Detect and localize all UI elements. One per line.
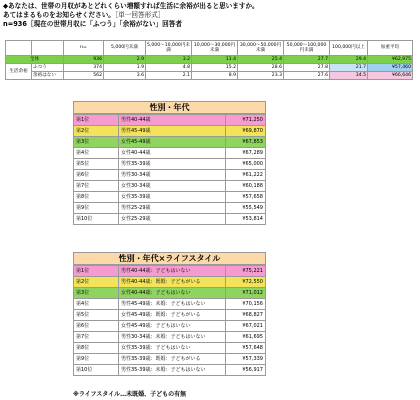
ranking-row (74, 299, 266, 310)
rank-label: 男性45-49歳 (119, 126, 226, 137)
ranking-row (74, 192, 266, 203)
rank-label: 女性30-34歳 (119, 181, 226, 192)
row-label: 余裕はない (32, 72, 64, 80)
cell-value: 3.6 (104, 72, 146, 80)
rank-label: 男性40-44歳：子どもはいない (119, 266, 226, 277)
column-header: n= (64, 41, 104, 56)
cell-value: 4.8 (146, 64, 192, 72)
cell-value: 15.2 (192, 64, 238, 72)
instruction-text: あてはまるものをお知らせください。 (3, 11, 115, 19)
rank-number: 第4位 (74, 299, 119, 310)
summary-row-normal (6, 64, 413, 72)
rank-number: 第10位 (74, 214, 119, 225)
rank-value: ¥61,695 (226, 332, 266, 343)
ranking-row (74, 181, 266, 192)
ranking-row (74, 365, 266, 376)
rank-value: ¥67,289 (226, 148, 266, 159)
rank-value: ¥67,853 (226, 137, 266, 148)
cell-n: 562 (64, 72, 104, 80)
rank-value: ¥57,658 (226, 192, 266, 203)
rank-number: 第4位 (74, 148, 119, 159)
rank-label: 女性45-49歳：子どもはいない (119, 321, 226, 332)
cell-value: 2.9 (104, 56, 146, 64)
rank-value: ¥70,156 (226, 299, 266, 310)
header-blank (6, 41, 32, 56)
ranking-row (74, 343, 266, 354)
ranking2-title: 性別・年代×ライフスタイル (73, 252, 266, 265)
rank-value: ¥61,222 (226, 170, 266, 181)
rank-value: ¥55,549 (226, 203, 266, 214)
ranking-row (74, 266, 266, 277)
summary-header-row (6, 41, 413, 56)
cell-n: 374 (64, 64, 104, 72)
rank-value: ¥60,188 (226, 181, 266, 192)
ranking-row (74, 115, 266, 126)
rank-number: 第10位 (74, 365, 119, 376)
cell-value: 21.7 (330, 64, 368, 72)
rank-value: ¥65,000 (226, 159, 266, 170)
cell-value: 25.4 (238, 56, 284, 64)
cell-n: 936 (64, 56, 104, 64)
rank-number: 第5位 (74, 310, 119, 321)
rank-number: 第8位 (74, 192, 119, 203)
rank-number: 第1位 (74, 266, 119, 277)
ranking-row (74, 277, 266, 288)
ranking-row (74, 170, 266, 181)
cell-value: 29.4 (330, 56, 368, 64)
rank-number: 第2位 (74, 277, 119, 288)
rank-value: ¥53,814 (226, 214, 266, 225)
rank-label: 男性45-49歳：未婚：子どもはいない (119, 299, 226, 310)
rank-number: 第3位 (74, 288, 119, 299)
rank-label: 女性35-39歳：子どもはいない (119, 343, 226, 354)
rank-value: ¥72,550 (226, 277, 266, 288)
cell-value: 27.6 (284, 72, 330, 80)
cell-value: 27.8 (284, 64, 330, 72)
question-instruction (3, 11, 164, 19)
rank-label: 女性40-44歳 (119, 148, 226, 159)
rank-label: 女性35-39歳 (119, 192, 226, 203)
summary-row-no-margin (6, 72, 413, 80)
ranking-row (74, 126, 266, 137)
rank-label: 女性25-29歳 (119, 214, 226, 225)
rank-value: ¥68,827 (226, 310, 266, 321)
rank-number: 第1位 (74, 115, 119, 126)
rank-label: 女性45-49歳：既婚：子どもがいる (119, 310, 226, 321)
ranking-row (74, 354, 266, 365)
ranking1-table (73, 114, 266, 225)
rank-label: 女性45-49歳 (119, 137, 226, 148)
ranking-row (74, 321, 266, 332)
cell-value: 1.9 (104, 64, 146, 72)
cell-value: 28.6 (238, 64, 284, 72)
cell-weighted-avg: ¥66,646 (368, 72, 413, 80)
rank-value: ¥69,870 (226, 126, 266, 137)
rank-label: 男性40-44歳：既婚：子どもがいる (119, 277, 226, 288)
rank-label: 男性40-44歳 (119, 115, 226, 126)
ranking-row (74, 159, 266, 170)
row-label: 全体 (6, 56, 64, 64)
rank-value: ¥67,021 (226, 321, 266, 332)
column-header: 10,000～30,000円未満 (192, 41, 238, 56)
column-header: 100,000円以上 (330, 41, 368, 56)
rank-number: 第7位 (74, 181, 119, 192)
rank-value: ¥56,917 (226, 365, 266, 376)
respondent-note: n=936［現在の世帯月収に「ふつう」「余裕がない」回答者 (3, 20, 182, 28)
column-header: 50,000～100,000円未満 (284, 41, 330, 56)
ranking-row (74, 203, 266, 214)
rank-number: 第6位 (74, 170, 119, 181)
ranking-row (74, 148, 266, 159)
ranking-row (74, 137, 266, 148)
rank-number: 第3位 (74, 137, 119, 148)
footnote: ※ライフスタイル…未既婚、子どもの有無 (73, 391, 187, 398)
cell-weighted-avg: ¥62,975 (368, 56, 413, 64)
rank-label: 男性25-29歳 (119, 203, 226, 214)
rank-number: 第9位 (74, 354, 119, 365)
ranking-row (74, 288, 266, 299)
rank-number: 第5位 (74, 159, 119, 170)
rank-value: ¥57,339 (226, 354, 266, 365)
question-title: ◆あなたは、世帯の月収があとどれくらい増額すれば生活に余裕が出ると思いますか。 (3, 2, 259, 10)
rank-number: 第6位 (74, 321, 119, 332)
rank-label: 男性35-39歳 (119, 159, 226, 170)
rank-label: 男性30-34歳 (119, 170, 226, 181)
cell-weighted-avg: ¥57,460 (368, 64, 413, 72)
ranking-row (74, 214, 266, 225)
rank-number: 第7位 (74, 332, 119, 343)
rank-value: ¥57,648 (226, 343, 266, 354)
row-label: ふつう (32, 64, 64, 72)
rank-label: 女性40-44歳：子どもはいない (119, 288, 226, 299)
cell-value: 34.5 (330, 72, 368, 80)
ranking-row (74, 310, 266, 321)
cell-value: 23.3 (238, 72, 284, 80)
summary-table (5, 40, 413, 80)
ranking2-table (73, 265, 266, 376)
column-header: 5,000～10,000円未満 (146, 41, 192, 56)
column-header: 5,000円未満 (104, 41, 146, 56)
group-label: 生活余裕 (6, 64, 32, 80)
cell-value: 3.2 (146, 56, 192, 64)
rank-value: ¥71,012 (226, 288, 266, 299)
header-blank (32, 41, 64, 56)
rank-number: 第2位 (74, 126, 119, 137)
rank-label: 男性30-34歳：未婚：子どもはいない (119, 332, 226, 343)
ranking-row (74, 332, 266, 343)
cell-value: 2.1 (146, 72, 192, 80)
column-header: 加重平均 (368, 41, 413, 56)
rank-number: 第9位 (74, 203, 119, 214)
summary-row-total (6, 56, 413, 64)
ranking1-title: 性別・年代 (73, 101, 266, 114)
cell-value: 8.9 (192, 72, 238, 80)
rank-label: 男性35-39歳：未婚：子どもはいない (119, 365, 226, 376)
column-header: 30,000～50,000円未満 (238, 41, 284, 56)
rank-number: 第8位 (74, 343, 119, 354)
rank-label: 男性35-39歳：既婚：子どもがいる (119, 354, 226, 365)
answer-format: ［単一回答形式］ (114, 11, 165, 19)
rank-value: ¥75,221 (226, 266, 266, 277)
rank-value: ¥71,250 (226, 115, 266, 126)
cell-value: 11.4 (192, 56, 238, 64)
cell-value: 27.7 (284, 56, 330, 64)
